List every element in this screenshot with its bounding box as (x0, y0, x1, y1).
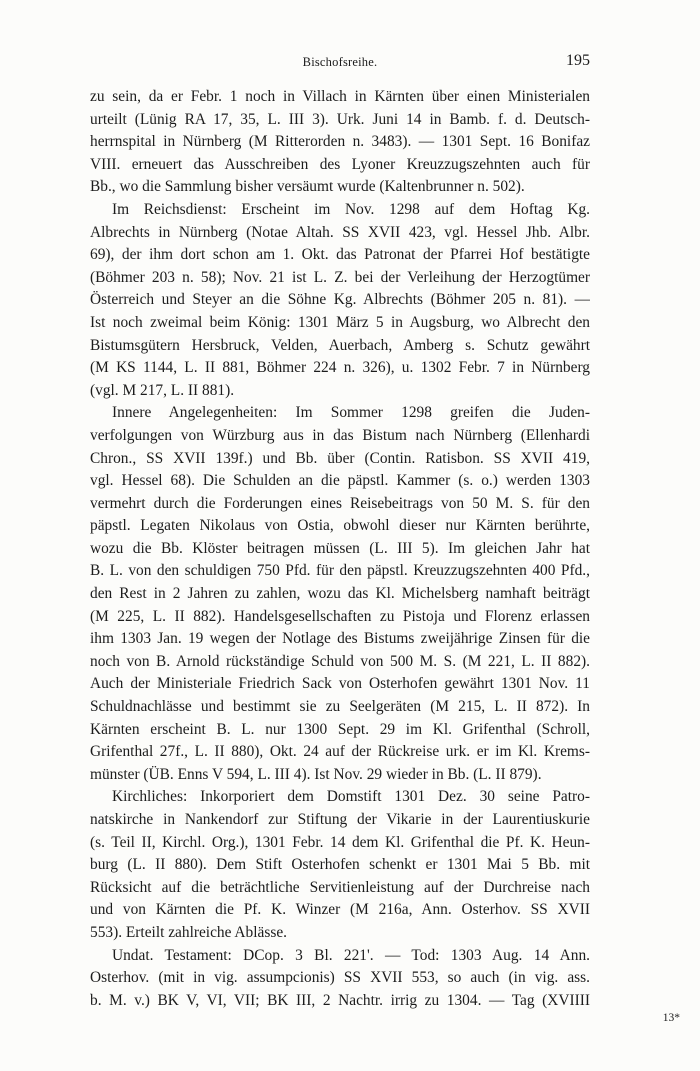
body-text (90, 86, 590, 1012)
text-line: und von Kärnten die Pf. K. Winzer (M 216a, Ann. Osterhov. SS XVII (90, 901, 590, 919)
text-line: vgl. Hessel 68). Die Schulden an die päpstl. Kammer (s. o.) werden 1303 (90, 472, 590, 490)
text-line: (s. Teil II, Kirchl. Org.), 1301 Febr. 14 dem Kl. Grifenthal die Pf. K. Heun- (90, 833, 590, 851)
page (90, 52, 590, 1012)
printer-signature: 13* (662, 1012, 680, 1024)
text-line: VIII. erneuert das Ausschreiben des Lyoner Kreuzzugszehnten auch für (90, 155, 590, 173)
text-line: (M KS 1144, L. II 881, Böhmer 224 n. 326), u. 1302 Febr. 7 in Nürnberg (90, 359, 590, 377)
section-heading-line: Kirchliches: Inkorporiert dem Domstift 1301 Dez. 30 seine Patro- (112, 788, 590, 806)
text-line: münster (ÜB. Enns V 594, L. III 4). Ist Nov. 29 wieder in Bb. (L. II 879). (90, 765, 542, 783)
text-line: (M 225, L. II 882). Handelsgesellschaften zu Pistoja und Florenz erlassen (90, 607, 590, 625)
text-line: Schuldnachlässe und bestimmt sie zu Seelgeräten (M 215, L. II 872). In (90, 698, 590, 716)
text-line: urteilt (Lünig RA 17, 35, L. III 3). Urk. Juni 14 in Bamb. f. d. Deutsch- (90, 110, 590, 128)
text-line: verfolgungen von Würzburg aus in das Bistum nach Nürnberg (Ellenhardi (90, 426, 590, 444)
text-line: Österreich und Steyer an die Söhne Kg. Albrechts (Böhmer 205 n. 81). — (90, 291, 590, 309)
text-line: ihm 1303 Jan. 19 wegen der Notlage des Bistums zweijährige Zinsen für die (90, 630, 590, 648)
text-line: b. M. v.) BK V, VI, VII; BK III, 2 Nachtr. irrig zu 1304. — Tag (XVIIII (90, 991, 590, 1009)
text-line: 69), der ihm dort schon am 1. Okt. das Patronat der Pfarrei Hof bestätigte (90, 246, 590, 264)
text-line: 553). Erteilt zahlreiche Ablässe. (90, 923, 288, 941)
text-line: (Böhmer 203 n. 58); Nov. 21 ist L. Z. bei der Verleihung der Herzogtümer (90, 268, 590, 286)
text-line: Kärnten erscheint B. L. nur 1300 Sept. 29 im Kl. Grifenthal (Schroll, (90, 720, 590, 738)
section-heading-line: Undat. Testament: DCop. 3 Bl. 221'. — Tod: 1303 Aug. 14 Ann. (112, 946, 590, 964)
running-head: Bischofsreihe. (302, 55, 378, 69)
text-line: Auch der Ministeriale Friedrich Sack von Osterhofen gewährt 1301 Nov. 11 (90, 675, 590, 693)
text-line: natskirche in Nankendorf zur Stiftung der Vikarie in der Laurentiuskurie (90, 811, 590, 828)
page-number: 195 (566, 52, 590, 69)
text-line: wozu die Bb. Klöster beitragen müssen (L. III 5). Im gleichen Jahr hat (90, 539, 590, 557)
text-line: Ist noch zweimal beim König: 1301 März 5 in Augsburg, wo Albrecht den (90, 313, 590, 331)
text-line: (vgl. M 217, L. II 881). (90, 381, 235, 399)
page-header (90, 52, 590, 76)
text-line: Grifenthal 27f., L. II 880), Okt. 24 auf der Rückreise urk. er im Kl. Krems- (90, 743, 590, 761)
text-line: burg (L. II 880). Dem Stift Osterhofen schenkt er 1301 Mai 5 Bb. mit (90, 856, 590, 874)
text-line: Albrechts in Nürnberg (Notae Altah. SS XVII 423, vgl. Hessel Jhb. Albr. (90, 223, 590, 241)
text-line: Osterhov. (mit in vig. assumpcionis) SS XVII 553, so auch (in vig. ass. (90, 969, 590, 987)
text-line: zu sein, da er Febr. 1 noch in Villach in Kärnten über einen Ministerialen (90, 88, 590, 105)
text-line: noch von B. Arnold rückständige Schuld von 500 M. S. (M 221, L. II 882). (90, 652, 590, 670)
section-heading-line: Innere Angelegenheiten: Im Sommer 1298 greifen die Juden- (112, 404, 590, 422)
text-line: Rücksicht auf die beträchtliche Servitienleistung auf der Durchreise nach (90, 878, 590, 896)
section-heading-line: Im Reichsdienst: Erscheint im Nov. 1298 auf dem Hoftag Kg. (112, 200, 590, 218)
text-line: vermehrt durch die Forderungen eines Reisebeitrags von 50 M. S. für den (90, 494, 590, 512)
text-line: Bb., wo die Sammlung bisher versäumt wurde (Kaltenbrunner n. 502). (90, 178, 525, 196)
text-line: Bistumsgütern Hersbruck, Velden, Auerbach, Amberg s. Schutz gewährt (90, 336, 590, 354)
text-line: den Rest in 2 Jahren zu zahlen, wozu das Kl. Michelsberg namhaft beiträgt (90, 585, 590, 603)
text-line: B. L. von den schuldigen 750 Pfd. für den päpstl. Kreuzzugszehnten 400 Pfd., (90, 562, 590, 580)
text-line: herrnspital in Nürnberg (M Ritterorden n. 3483). — 1301 Sept. 16 Bonifaz (90, 133, 590, 151)
text-line: Chron., SS XVII 139f.) und Bb. über (Contin. Ratisbon. SS XVII 419, (90, 449, 590, 467)
text-line: päpstl. Legaten Nikolaus von Ostia, obwohl dieser nur Kärnten berührte, (90, 517, 590, 535)
